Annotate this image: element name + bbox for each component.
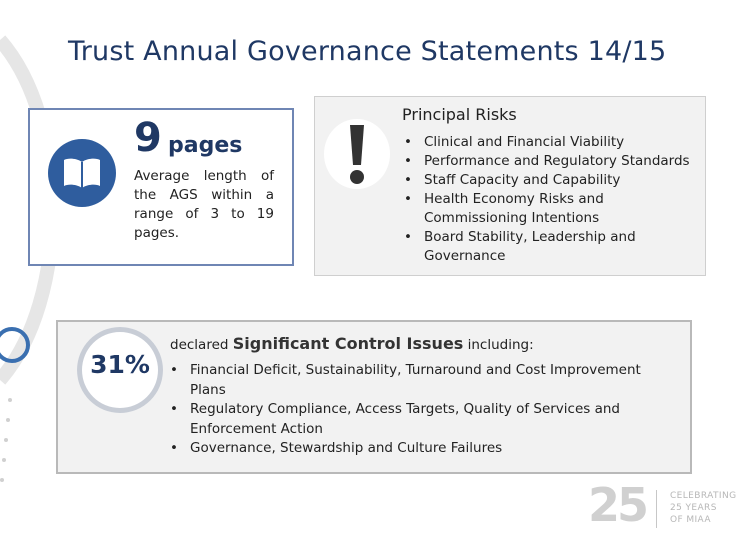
lead-suffix: including: [467, 337, 534, 353]
book-icon [48, 139, 116, 207]
brand-line: OF MIAA [670, 515, 711, 525]
control-issues-lead [170, 334, 534, 353]
list-item: • Staff Capacity and Capability [402, 171, 706, 190]
principal-risks-heading: Principal Risks [402, 105, 517, 124]
slide-title: Trust Annual Governance Statements 14/15 [68, 36, 667, 67]
pages-number: 9 [134, 115, 162, 161]
pages-unit: pages [168, 133, 243, 158]
list-item: • Board Stability, Leadership and Governance [402, 228, 706, 266]
brand-line: 25 YEARS [670, 503, 717, 513]
list-item: • Governance, Stewardship and Culture Failures [168, 439, 680, 459]
brand-number: 25 [588, 478, 647, 532]
list-item: • Financial Deficit, Sustainability, Turnaround and Cost Improvement Plans [168, 361, 680, 400]
brand-line: CELEBRATING [670, 491, 736, 501]
lead-emphasis: Significant Control Issues [232, 334, 464, 353]
pages-description: Average length of the AGS within a range of 3 to 19 pages. [134, 168, 274, 241]
principal-risks-list [402, 133, 706, 266]
list-item: • Regulatory Compliance, Access Targets, Quality of Services and Enforcement Action [168, 400, 680, 439]
brand-tagline [670, 490, 736, 526]
percent-value: 31% [90, 350, 150, 379]
list-item: • Health Economy Risks and Commissioning Intentions [402, 190, 706, 228]
exclamation-icon [322, 117, 392, 191]
brand-divider [656, 490, 657, 528]
control-issues-list [168, 361, 680, 459]
list-item: • Performance and Regulatory Standards [402, 152, 706, 171]
lead-prefix: declared [170, 337, 229, 353]
list-item: • Clinical and Financial Viability [402, 133, 706, 152]
